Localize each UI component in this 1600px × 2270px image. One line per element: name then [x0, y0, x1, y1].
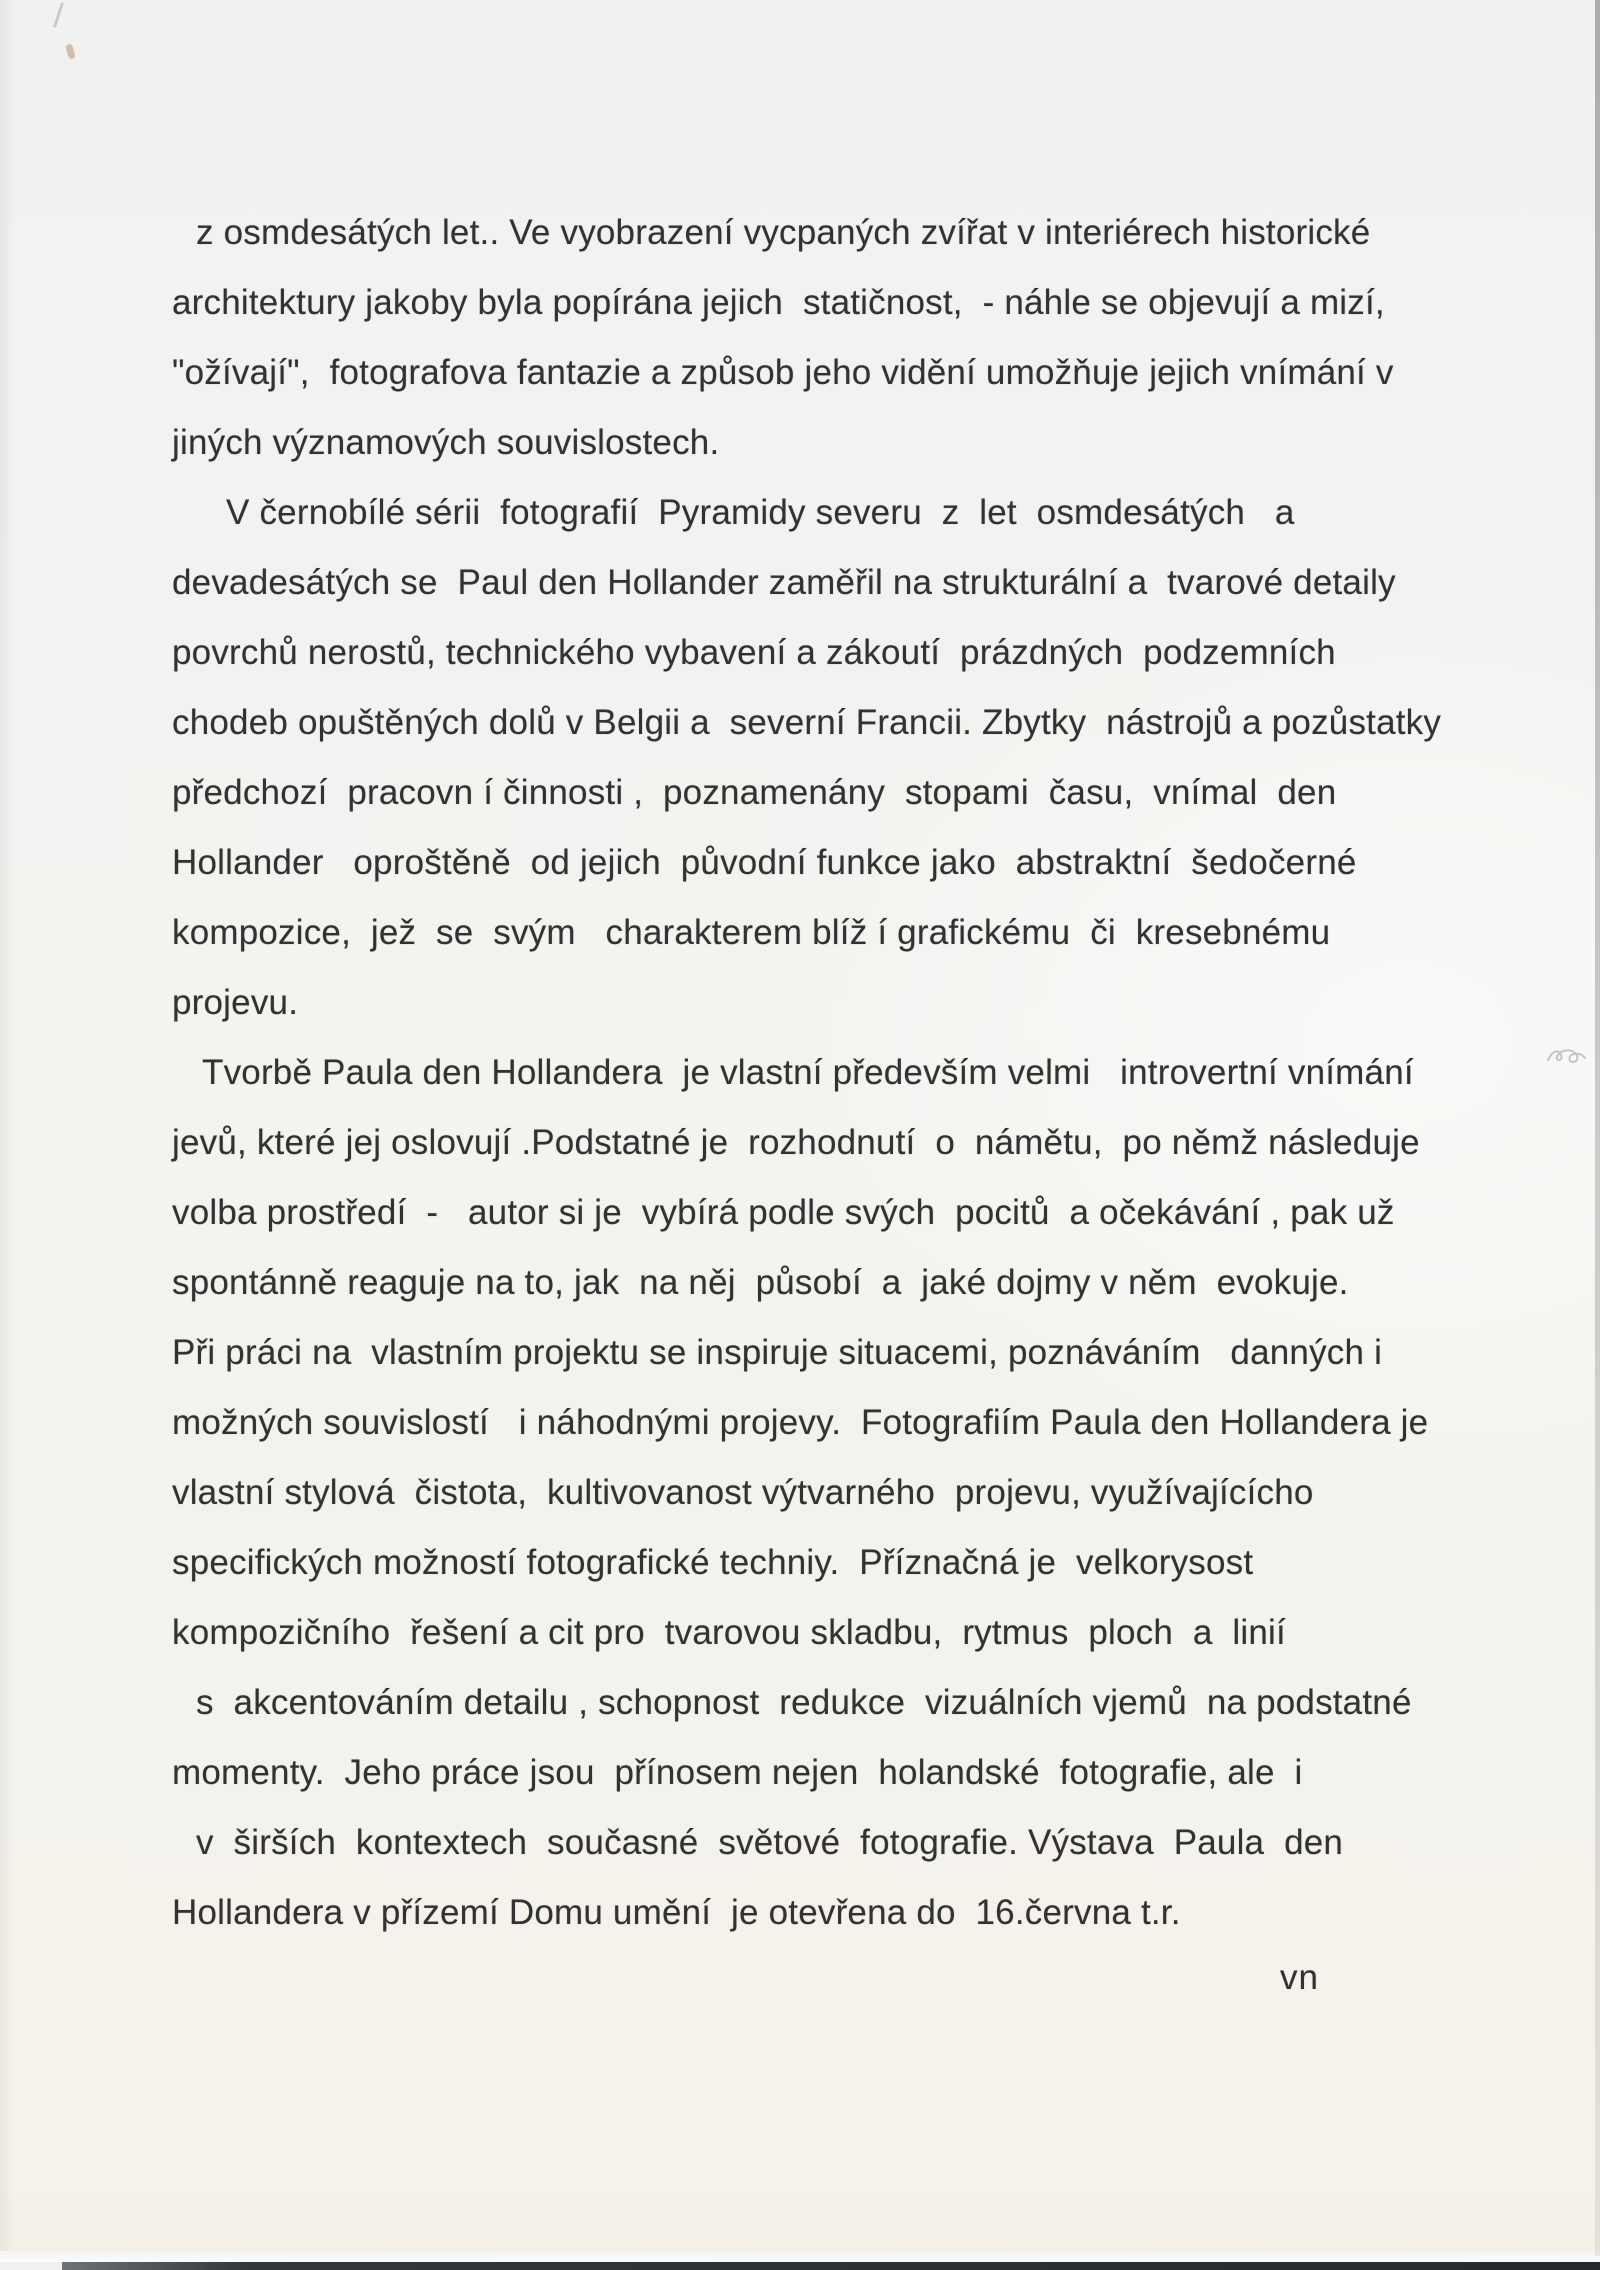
text-line: spontánně reaguje na to, jak na něj působí a jaké dojmy v něm evokuje. — [172, 1263, 1349, 1302]
text-line: kompozičního řešení a cit pro tvarovou skladbu, rytmus ploch a linií — [172, 1613, 1286, 1652]
scan-edge-left-shading — [0, 0, 14, 2270]
paper-speck — [65, 43, 76, 59]
scan-edge-bottom-dark — [62, 2262, 1600, 2270]
text-line: předchozí pracovn í činnosti , poznamenány stopami času, vnímal den — [172, 773, 1337, 812]
pencil-squiggle-mark — [1546, 1042, 1590, 1070]
text-line: jevů, které jej oslovují .Podstatné je rozhodnutí o námětu, po němž následuje — [172, 1123, 1420, 1162]
text-line: vlastní stylová čistota, kultivovanost výtvarného projevu, využívajícícho — [172, 1473, 1314, 1512]
text-line: projevu. — [172, 983, 299, 1022]
scan-edge-right — [1595, 0, 1600, 2256]
text-line: Hollander oproštěně od jejich původní funkce jako abstraktní šedočerné — [172, 843, 1357, 882]
text-line: z osmdesátých let.. Ve vyobrazení vycpaných zvířat v interiérech historické — [196, 213, 1371, 252]
text-line: kompozice, jež se svým charakterem blíž í grafickému či kresebnému — [172, 913, 1331, 952]
text-line: v širších kontextech současné světové fotografie. Výstava Paula den — [196, 1823, 1344, 1862]
document-text — [172, 198, 1532, 1948]
text-line: Hollandera v přízemí Domu umění je otevřena do 16.června t.r. — [172, 1893, 1181, 1932]
text-line: architektury jakoby byla popírána jejich statičnost, - náhle se objevují a mizí, — [172, 283, 1385, 322]
text-line: Při práci na vlastním projektu se inspiruje situacemi, poznáváním danných i — [172, 1333, 1383, 1372]
text-line: V černobílé sérii fotografií Pyramidy severu z let osmdesátých a — [226, 493, 1295, 532]
text-line: chodeb opuštěných dolů v Belgii a severní Francii. Zbytky nástrojů a pozůstatky — [172, 703, 1442, 742]
author-initials: vn — [1280, 1958, 1319, 1997]
scan-edge-bottom-gap — [0, 2262, 62, 2270]
text-line: devadesátých se Paul den Hollander zaměřil na strukturální a tvarové detaily — [172, 563, 1396, 602]
text-line: možných souvislostí i náhodnými projevy. Fotografiím Paula den Hollandera je — [172, 1403, 1429, 1442]
text-line: specifických možností fotografické techniy. Příznačná je velkorysost — [172, 1543, 1254, 1582]
text-line: s akcentováním detailu , schopnost redukce vizuálních vjemů na podstatné — [196, 1683, 1412, 1722]
text-line: volba prostředí - autor si je vybírá podle svých pocitů a očekávání , pak už — [172, 1193, 1395, 1232]
text-line: Tvorbě Paula den Hollandera je vlastní především velmi introvertní vnímání — [202, 1053, 1414, 1092]
text-line: momenty. Jeho práce jsou přínosem nejen holandské fotografie, ale i — [172, 1753, 1303, 1792]
text-line: povrchů nerostů, technického vybavení a zákoutí prázdných podzemních — [172, 633, 1336, 672]
paper-fiber-mark — [53, 2, 64, 28]
text-line: jiných významových souvislostech. — [172, 423, 720, 462]
text-line: "ožívají", fotografova fantazie a způsob jeho vidění umožňuje jejich vnímání v — [172, 353, 1394, 392]
